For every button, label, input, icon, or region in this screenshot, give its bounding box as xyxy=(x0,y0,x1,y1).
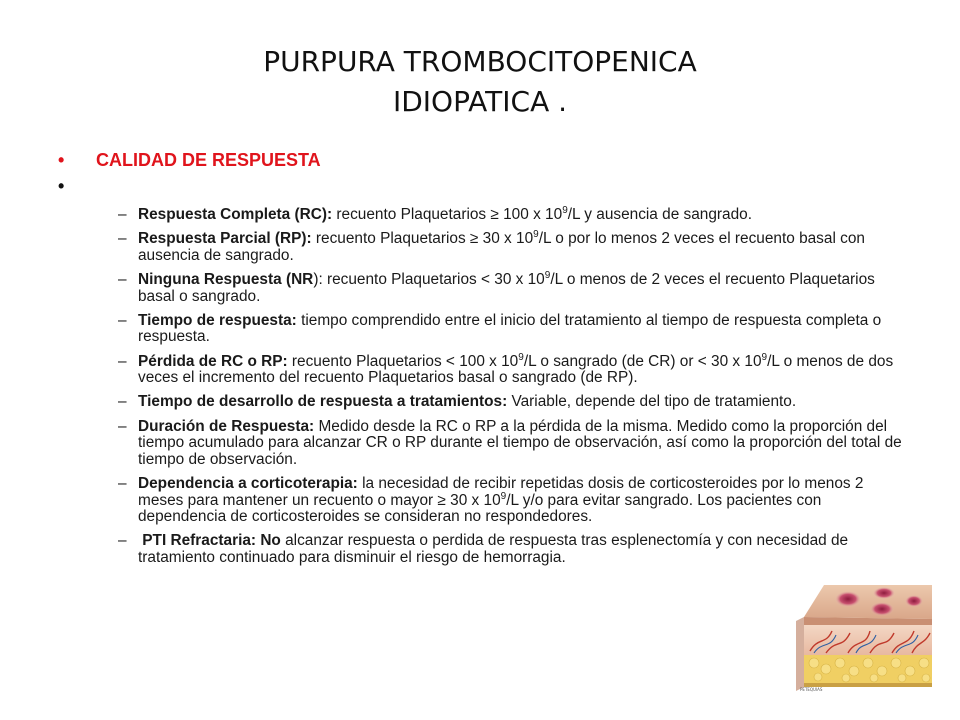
exponent: 9 xyxy=(518,351,524,363)
exponent: 9 xyxy=(533,229,539,241)
definition-item: – Tiempo de respuesta: tiempo comprendido entre el inicio del tratamiento al tiempo de respuesta completa o respuesta. xyxy=(118,311,882,346)
definition-term: Pérdida de RC o RP: xyxy=(138,352,288,370)
definition-item: – Ninguna Respuesta (NR): recuento Plaquetarios < 30 x $10^9/L$ o menos de 2 veces el recuento Plaquetarios basal o sangrado. xyxy=(118,270,875,305)
definition-text: ): recuento Plaquetarios < 30 x 10 xyxy=(313,271,545,289)
definition-item: – Pérdida de RC o RP: recuento Plaquetarios < 100 x $10^9/L$ o sangrado (de CR) or < 30 x $10^9/L$ o menos de dos veces el incremento del recuento Plaquetarios basal o sangrado (de RP). xyxy=(118,351,894,387)
definition-text: /L y ausencia de sangrado. xyxy=(567,206,752,223)
definition-term: Tiempo de respuesta: xyxy=(138,311,297,329)
bullet-list xyxy=(58,148,908,200)
exponent: 9 xyxy=(544,270,551,282)
definition-item: – PTI Refractaria: No alcanzar respuesta o perdida de respuesta tras esplenectomía y con necesidad de tratamiento continuado para disminuir el riesgo de hemorragia. xyxy=(118,532,849,566)
definition-list xyxy=(118,207,902,574)
definition-item: – Dependencia a corticoterapia: la necesidad de recibir repetidas dosis de corticosteroides por lo menos 2 meses para mantener un recuento o mayor ≥ 30 x $10^9/L$ y/o para evitar sangrado. Los pacientes con dependencia de corticosteroides se consideran no respondedores. xyxy=(118,475,864,526)
definition-text: alcanzar respuesta o perdida de respuesta tras esplenectomía y con necesidad de tratamiento continuado para disminuir el riesgo de hemorragia. xyxy=(138,532,849,566)
definition-text: /L y/o para evitar sangrado. Los pacientes con dependencia de corticosteroides se consideran no respondedores. xyxy=(138,491,822,526)
definition-term: Dependencia a corticoterapia: xyxy=(138,475,358,493)
definition-text: recuento Plaquetarios < 100 x 10 xyxy=(287,352,519,370)
definition-text: /L o menos de dos veces el incremento del recuento Plaquetarios basal o sangrado (de RP). xyxy=(138,352,894,387)
title-line-2: IDIOPATICA . xyxy=(392,85,568,118)
definition-text: /L o por lo menos 2 veces el recuento basal con ausencia de sangrado. xyxy=(138,230,865,264)
empty-bullet xyxy=(58,174,908,200)
definition-text: recuento Plaquetarios ≥ 30 x 10 xyxy=(311,230,534,248)
definition-term: Ninguna Respuesta (NR xyxy=(138,271,314,289)
exponent: 9 xyxy=(500,490,507,502)
definition-text: Variable, depende del tipo de tratamiento. xyxy=(507,393,797,411)
definition-item: – Duración de Respuesta: Medido desde la RC o RP a la pérdida de la misma. Medido como la proporción del tiempo acumulado para alcanzar CR o RP durante el tiempo de observación, así como la proporción del total de tiempo de observación. xyxy=(118,417,902,468)
definition-text: /L o sangrado (de CR) or < 30 x 10 xyxy=(523,352,762,370)
definition-term: Duración de Respuesta: xyxy=(138,417,315,435)
skin-cross-section-image xyxy=(796,579,938,693)
definition-item: – Respuesta Completa (RC): recuento Plaquetarios ≥ 100 x $10^9/L$ y ausencia de sangrado. xyxy=(118,205,752,223)
slide-title xyxy=(0,42,960,122)
definition-item: – Respuesta Parcial (RP): recuento Plaquetarios ≥ 30 x $10^9/L$ o por lo menos 2 veces el recuento basal con ausencia de sangrado. xyxy=(118,229,865,264)
exponent: 9 xyxy=(761,351,768,363)
title-line-1: PURPURA TROMBOCITOPENICA xyxy=(263,45,697,78)
definition-text: recuento Plaquetarios ≥ 100 x 10 xyxy=(332,206,563,223)
definition-text: /L o menos de 2 veces el recuento Plaquetarios basal o sangrado. xyxy=(138,271,875,305)
definition-term: Respuesta Parcial (RP): xyxy=(138,230,312,248)
figure-caption: PETEQUIAS xyxy=(800,687,823,692)
petechiae-skin-illustration xyxy=(796,579,938,693)
exponent: 9 xyxy=(562,205,568,216)
section-heading: • CALIDAD DE RESPUESTA xyxy=(58,148,908,174)
definition-term: Tiempo de desarrollo de respuesta a tratamientos: xyxy=(138,393,508,411)
definition-text: la necesidad de recibir repetidas dosis de corticosteroides por lo menos 2 meses para mantener un recuento o mayor ≥ 30 x 10 xyxy=(138,475,864,509)
definition-term: PTI Refractaria: No xyxy=(142,532,281,550)
definition-term: Respuesta Completa (RC): xyxy=(138,206,333,223)
definition-item: – Tiempo de desarrollo de respuesta a tratamientos: Variable, depende del tipo de tratamiento. xyxy=(118,393,797,411)
definition-text: Medido desde la RC o RP a la pérdida de la misma. Medido como la proporción del tiempo acumulado para alcanzar CR o RP durante el tiempo de observación, así como la proporción del total de tiempo de observación. xyxy=(138,417,902,468)
definition-text: tiempo comprendido entre el inicio del tratamiento al tiempo de respuesta completa o respuesta. xyxy=(138,311,882,346)
